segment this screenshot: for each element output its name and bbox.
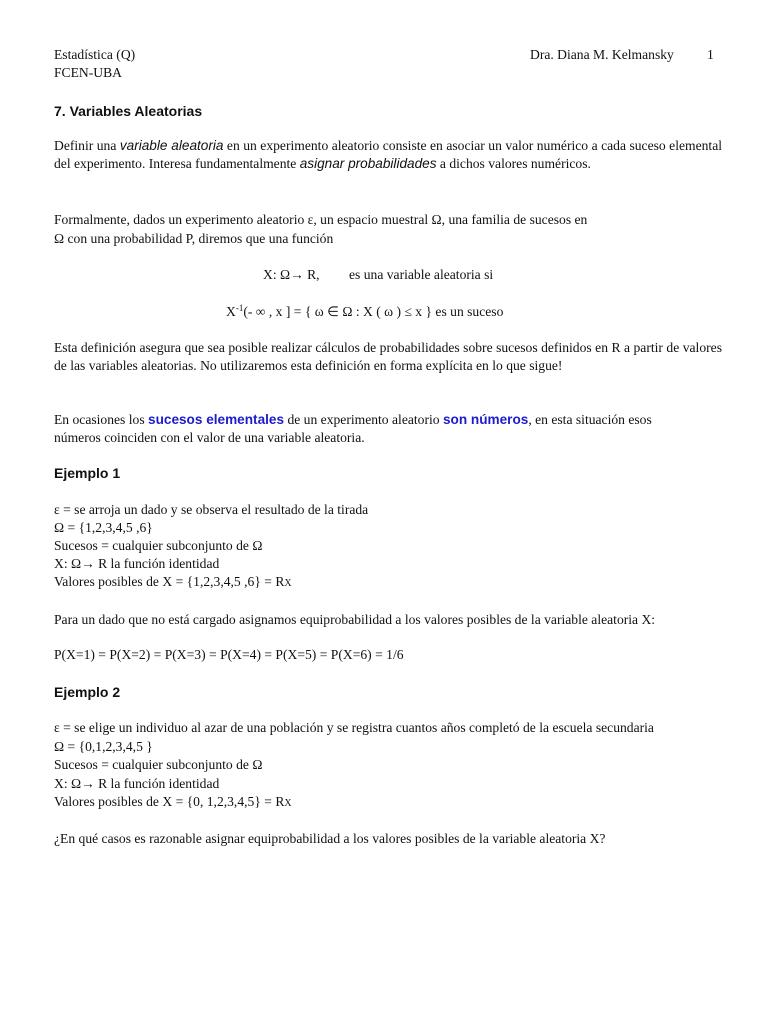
example-2-events: Sucesos = cualquier subconjunto de Ω — [54, 757, 263, 772]
example-1-function: X: Ω→ R la función identidad — [54, 556, 220, 571]
formula-function-def: X: Ω→ R, — [263, 267, 320, 282]
example-1-equiprobability-note: Para un dado que no está cargado asignamos equiprobabilidad a los valores posibles de la variable aleatoria X: — [54, 612, 656, 627]
example-1-probabilities: P(X=1) = P(X=2) = P(X=3) = P(X=4) = P(X=5) = P(X=6) = 1/6 — [54, 647, 404, 662]
term-asignar-probabilidades: asignar probabilidades — [299, 156, 437, 171]
intro-paragraph-1 — [54, 137, 722, 173]
example-1-values-sub: X — [284, 578, 292, 589]
faculty-name: FCEN-UBA — [54, 65, 122, 80]
course-name: Estadística (Q) — [54, 47, 136, 62]
p4-text-c: , en esta situación esos — [528, 412, 652, 427]
p1-text-c: a dichos valores numéricos. — [436, 156, 591, 171]
intro-paragraph-4-line-2: números coinciden con el valor de una variable aleatoria. — [54, 430, 365, 445]
example-2-experiment: ε = se elige un individuo al azar de una población y se registra cuantos años completó de la escuela secundaria — [54, 720, 654, 735]
example-2-sample-space: Ω = {0,1,2,3,4,5 } — [54, 739, 153, 754]
formula-preimage-sup: -1 — [235, 303, 244, 313]
example-1-title: Ejemplo 1 — [54, 465, 121, 481]
section-title: 7. Variables Aleatorias — [54, 103, 203, 119]
formula-function-label: es una variable aleatoria si — [349, 267, 494, 282]
term-sucesos-elementales: sucesos elementales — [148, 412, 285, 427]
p1-text-a: Definir una — [54, 138, 120, 153]
intro-paragraph-2-line-2: Ω con una probabilidad P, diremos que una función — [54, 231, 334, 246]
example-2-values-text: Valores posibles de X = {0, 1,2,3,4,5} = R — [54, 794, 285, 809]
page-number: 1 — [707, 47, 714, 62]
example-1-events: Sucesos = cualquier subconjunto de Ω — [54, 538, 263, 553]
example-2-values-sub: X — [284, 798, 292, 809]
formula-preimage-x: X — [226, 304, 236, 319]
example-1-sample-space: Ω = {1,2,3,4,5 ,6} — [54, 520, 153, 535]
formula-preimage-rest: (- ∞ , x ] = { ω ∈ Ω : X ( ω ) ≤ x } es un suceso — [243, 304, 504, 319]
example-2-function: X: Ω→ R la función identidad — [54, 776, 220, 791]
intro-paragraph-3: Esta definición asegura que sea posible realizar cálculos de probabilidades sobre sucesos definidos en R a partir de valores de las variables aleatorias. No utilizaremos esta definición en forma explícita en lo que sigue! — [54, 340, 722, 373]
example-2-title: Ejemplo 2 — [54, 684, 121, 700]
intro-paragraph-2-line-1: Formalmente, dados un experimento aleatorio ε, un espacio muestral Ω, una familia de sucesos en — [54, 212, 588, 227]
author-name: Dra. Diana M. Kelmansky — [530, 47, 674, 62]
p4-text-a: En ocasiones los — [54, 412, 149, 427]
term-son-numeros: son números — [442, 412, 529, 427]
example-2-question: ¿En qué casos es razonable asignar equiprobabilidad a los valores posibles de la variable aleatoria X? — [54, 831, 606, 846]
p1-text-b: en un experimento aleatorio consiste en asociar un valor numérico a cada suceso elemental del experimento. Interesa fundamentalmente — [54, 138, 723, 171]
example-1-values-text: Valores posibles de X = {1,2,3,4,5 ,6} = R — [54, 574, 285, 589]
intro-paragraph-4-line-1 — [54, 411, 722, 429]
formula-preimage — [226, 303, 503, 321]
term-variable-aleatoria: variable aleatoria — [119, 138, 224, 153]
p4-text-b: de un experimento aleatorio — [284, 412, 443, 427]
example-1-experiment: ε = se arroja un dado y se observa el resultado de la tirada — [54, 502, 369, 517]
example-1-values — [54, 573, 292, 593]
example-2-values — [54, 793, 292, 813]
